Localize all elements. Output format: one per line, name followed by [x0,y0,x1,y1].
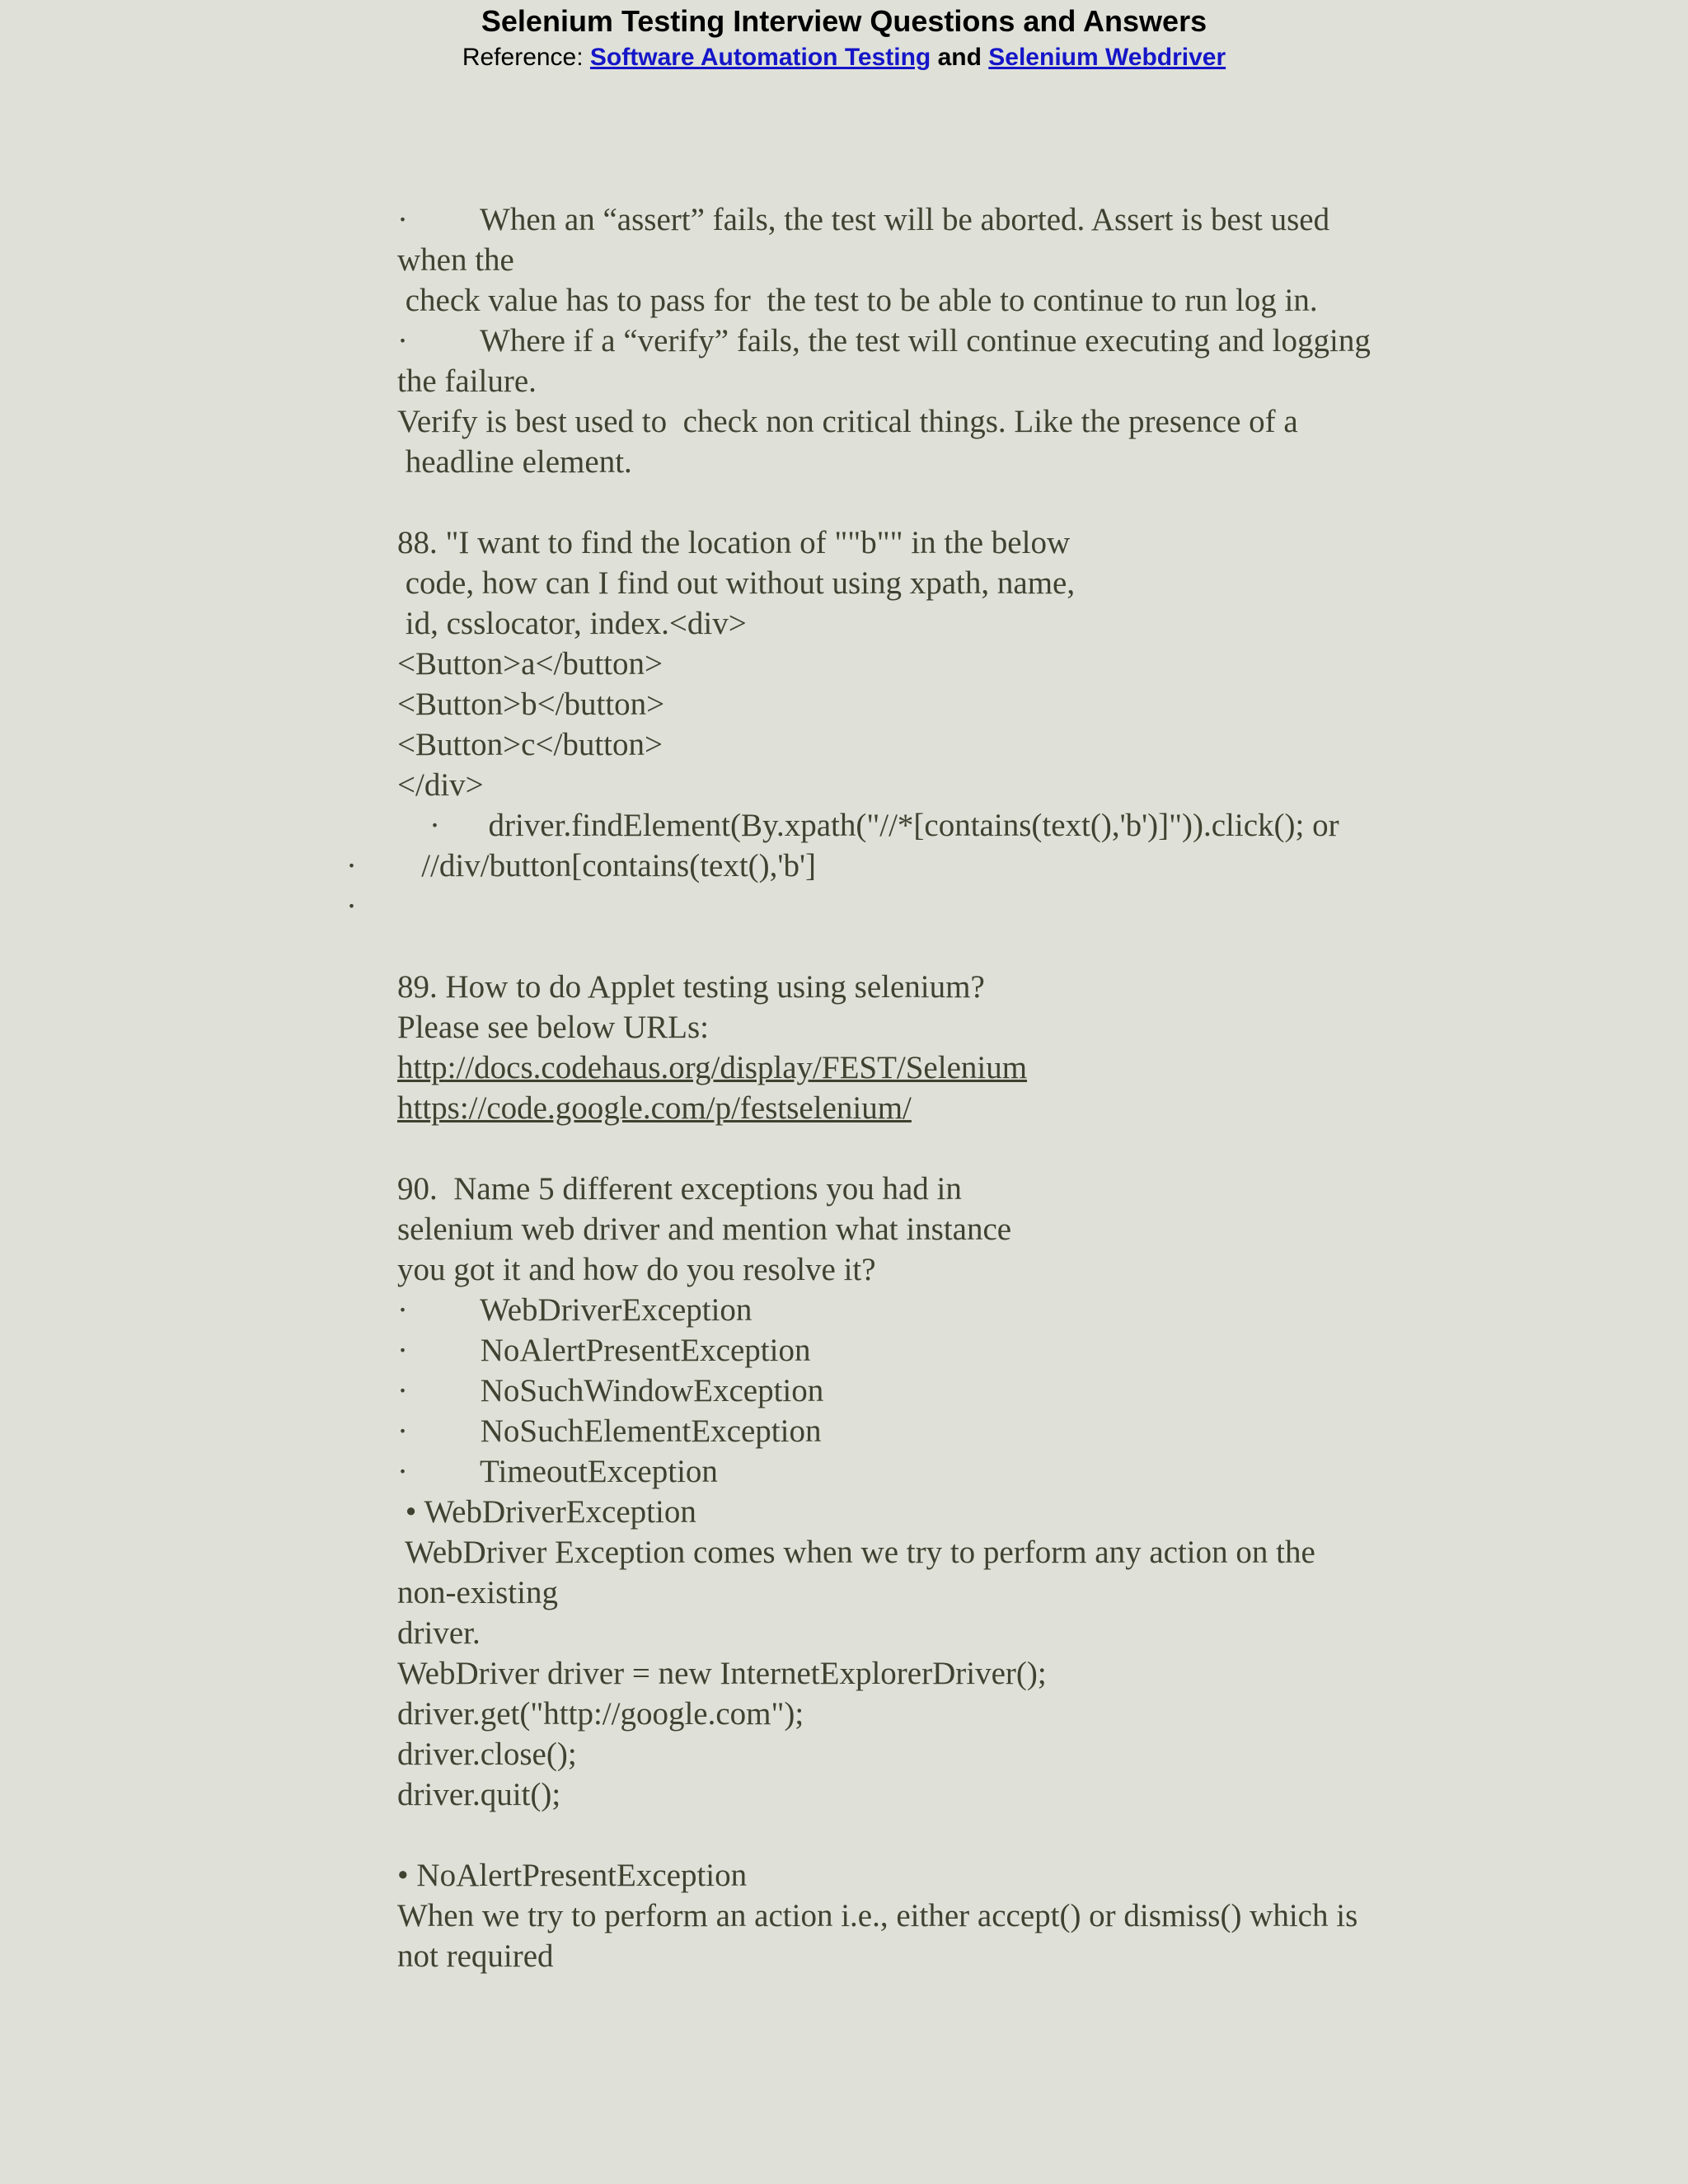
text-line: headline element. [397,444,632,480]
text-line: Verify is best used to check non critical things. Like the presence of a [397,404,1298,439]
list-item: · NoSuchWindowException [397,1373,824,1408]
selenium-webdriver-link[interactable]: Selenium Webdriver [988,44,1226,71]
text-line: code, how can I find out without using xpath, name, [397,565,1076,601]
list-item: · WebDriverException [397,1292,753,1328]
reference-line [0,41,1688,74]
text-line: Please see below URLs: [397,1010,710,1045]
text-line: selenium web driver and mention what instance [397,1212,1012,1247]
text-line: id, csslocator, index.<div> [397,606,747,641]
reference-prefix: Reference: [462,44,590,71]
question-90: 90. Name 5 different exceptions you had in [397,1171,962,1207]
margin-bullet: · [346,888,357,924]
question-88: 88. "I want to find the location of ""b"" in the below [397,525,1071,560]
text-line: check value has to pass for the test to be able to continue to run log in. [397,283,1318,318]
subheading: • WebDriverException [397,1494,696,1530]
text-line: driver. [397,1615,481,1651]
bullet-verify: · Where if a “verify” fails, the test will continue executing and logging [397,323,1371,359]
text-line: not required [397,1938,554,1974]
margin-bullet: · [346,848,357,883]
software-automation-testing-link[interactable]: Software Automation Testing [589,44,931,71]
code-line: //div/button[contains(text(),'b'] [397,848,816,883]
document-title: Selenium Testing Interview Questions and Answers [481,4,1207,38]
subheading: • NoAlertPresentException [397,1858,748,1893]
code-line: <Button>a</button> [397,646,663,682]
text-line: when the [397,242,514,278]
code-line: driver.quit(); [397,1777,561,1812]
text-line: non-existing [397,1575,558,1610]
text-line: WebDriver Exception comes when we try to perform any action on the [397,1535,1315,1570]
code-line: driver.get("http://google.com"); [397,1696,804,1732]
code-line: driver.close(); [397,1736,577,1772]
code-line: WebDriver driver = new InternetExplorerDriver(); [397,1656,1047,1691]
question-89: 89. How to do Applet testing using selenium? [397,969,985,1005]
text-line: When we try to perform an action i.e., either accept() or dismiss() which is [397,1898,1358,1933]
bullet-assert: · When an “assert” fails, the test will be aborted. Assert is best used [397,202,1330,237]
list-item: · TimeoutException [397,1454,718,1489]
and-text: and [931,44,989,71]
text-line: you got it and how do you resolve it? [397,1252,876,1287]
code-line: · driver.findElement(By.xpath("//*[contains(text(),'b')]")).click(); or [397,808,1339,843]
list-item: · NoAlertPresentException [397,1333,811,1368]
code-line: <Button>b</button> [397,687,665,722]
text-line: the failure. [397,363,537,399]
google-code-link[interactable]: https://code.google.com/p/festselenium/ [397,1090,912,1126]
list-item: · NoSuchElementException [397,1413,822,1449]
codehaus-link[interactable]: http://docs.codehaus.org/display/FEST/Selenium [397,1050,1028,1085]
code-line: <Button>c</button> [397,727,663,762]
code-line: </div> [397,767,484,803]
